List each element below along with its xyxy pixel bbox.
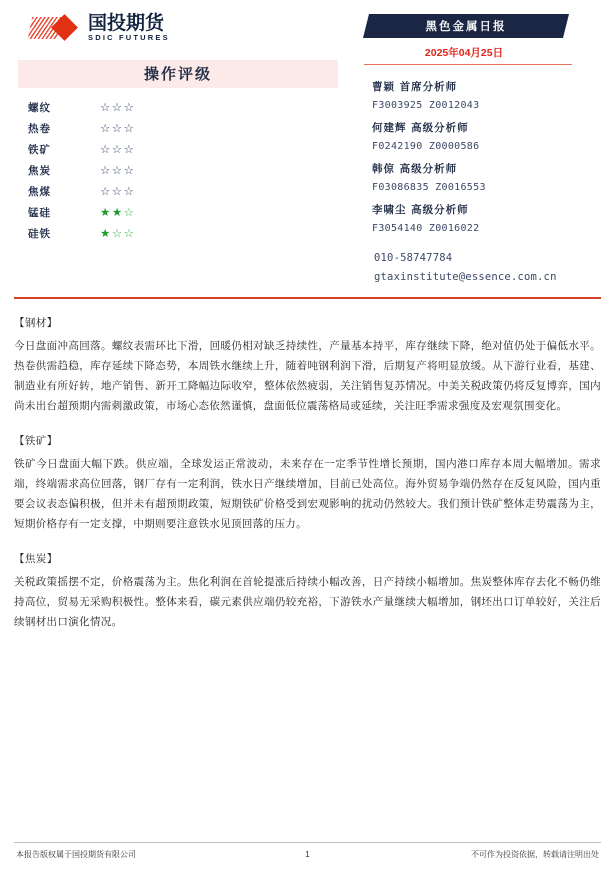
rating-commodity-name: 螺纹 xyxy=(28,102,51,114)
rating-commodity-name: 锰硅 xyxy=(28,207,51,219)
rating-stars: ☆☆☆ xyxy=(100,120,136,135)
rating-commodity-name: 焦煤 xyxy=(28,186,51,198)
logo-mark-icon xyxy=(30,15,86,41)
page-footer xyxy=(0,842,615,870)
section-heading: 【钢材】 xyxy=(14,316,58,329)
rating-stars: ☆☆☆ xyxy=(100,141,136,156)
logo-text xyxy=(88,14,170,42)
rating-row xyxy=(28,202,338,223)
rating-panel-title: 操作评级 xyxy=(18,60,338,88)
star-filled-icon: ★ xyxy=(100,225,112,240)
rating-commodity-name: 铁矿 xyxy=(28,144,51,156)
star-empty-icon: ☆ xyxy=(123,225,136,240)
analyst-name: 何建辉 高级分析师 xyxy=(372,122,469,134)
section-heading: 【焦炭】 xyxy=(14,552,58,565)
section-text: 铁矿今日盘面大幅下跌。供应端，全球发运正常波动，未来存在一定季节性增长预期，国内港口库存本周大幅增加。需求端，终端需求高位回落，钢厂存有一定利润，铁水日产继续增加，目前已处高位。海外贸易争端仍然存在反复风险，国内重要会议表态偏积极，但并未有超预期政策，短期铁矿价格受到宏观影响的扰动仍然较大。我们预计铁矿整体走势震荡为主，短期价格存有一定支撑，中期则要注意铁水见顶回落的压力。 xyxy=(14,457,601,530)
logo-chinese-name: 国投期货 xyxy=(88,12,165,34)
rating-commodity-name: 硅铁 xyxy=(28,228,51,240)
section-text: 今日盘面冲高回落。螺纹表需环比下滑，回暖仍相对缺乏持续性，产量基本持平，库存继续下降，绝对值仍处于偏低水平。热卷供需趋稳，库存延续下降态势，本周铁水继续上升，随着吨钢利润下滑，后期复产将明显放缓。从下游行业看，基建、制造业有所好转，地产销售、新开工降幅边际收窄，整体依然疲弱，关注销售复苏情况。中美关税政策仍将反复博弈，国内尚未出台超预期内需刺激政策，市场心态依然谨慎，盘面低位震荡格局或延续，关注旺季需求强度及宏观氛围变化。 xyxy=(14,339,601,412)
contact-phone: 010-58747784 xyxy=(374,252,453,264)
rating-commodity-name: 热卷 xyxy=(28,123,51,135)
analyst-name: 李啸尘 高级分析师 xyxy=(372,204,469,216)
analyst-license-code: F0242190 Z0000586 xyxy=(372,141,480,152)
section-heading: 【铁矿】 xyxy=(14,434,58,447)
star-empty-icon: ☆ xyxy=(111,225,124,240)
header-left-column xyxy=(18,14,338,283)
rating-stars: ☆☆☆ xyxy=(100,99,136,114)
analyst-list xyxy=(364,79,597,234)
footer-copyright: 本报告版权属于国投期货有限公司 xyxy=(16,850,136,859)
rating-stars: ☆☆☆ xyxy=(100,183,136,198)
section-steel xyxy=(14,315,601,416)
section-text: 关税政策摇摆不定，价格震荡为主。焦化利润在首轮提涨后持续小幅改善，日产持续小幅增加。焦炭整体库存去化不畅仍维持高位，贸易无采购积极性。整体来看，碳元素供应端仍较充裕，下游铁水产量继续大幅增加，钢坯出口订单较好，关注后续钢材出口演化情况。 xyxy=(14,575,601,628)
rating-stars: ☆☆☆ xyxy=(100,162,136,177)
report-content xyxy=(0,299,615,632)
report-title: 黑色金属日报 xyxy=(425,19,507,33)
footer-disclaimer: 不可作为投资依据，转载请注明出处 xyxy=(471,850,599,859)
star-filled-icon: ★ xyxy=(111,204,124,219)
company-logo xyxy=(18,14,338,48)
analyst-license-code: F03086835 Z0016553 xyxy=(372,182,486,193)
footer-row xyxy=(0,843,615,870)
page-header xyxy=(0,0,615,283)
analyst-name: 韩倞 高级分析师 xyxy=(372,163,458,175)
analyst-name: 曹颖 首席分析师 xyxy=(372,81,458,93)
rating-row xyxy=(28,97,338,118)
contact-block xyxy=(364,252,597,283)
footer-page-number: 1 xyxy=(305,850,310,859)
analyst-license-code: F3054140 Z0016022 xyxy=(372,223,480,234)
star-empty-icon: ☆ xyxy=(123,204,136,219)
rating-row xyxy=(28,139,338,160)
rating-row xyxy=(28,160,338,181)
contact-email[interactable]: gtaxinstitute@essence.com.cn xyxy=(374,271,557,283)
logo-english-name: SDIC FUTURES xyxy=(88,33,170,42)
rating-stars xyxy=(100,204,136,219)
rating-row xyxy=(28,118,338,139)
date-divider xyxy=(364,64,572,65)
report-date: 2025年04月25日 xyxy=(424,47,504,59)
report-title-banner xyxy=(366,14,566,38)
rating-list xyxy=(18,97,338,244)
rating-commodity-name: 焦炭 xyxy=(28,165,51,177)
star-filled-icon: ★ xyxy=(100,204,112,219)
header-right-column xyxy=(338,14,597,283)
rating-row xyxy=(28,223,338,244)
analyst-license-code: F3003925 Z0012043 xyxy=(372,100,480,111)
rating-row xyxy=(28,181,338,202)
section-coke xyxy=(14,551,601,632)
section-iron-ore xyxy=(14,433,601,534)
rating-stars xyxy=(100,225,136,240)
